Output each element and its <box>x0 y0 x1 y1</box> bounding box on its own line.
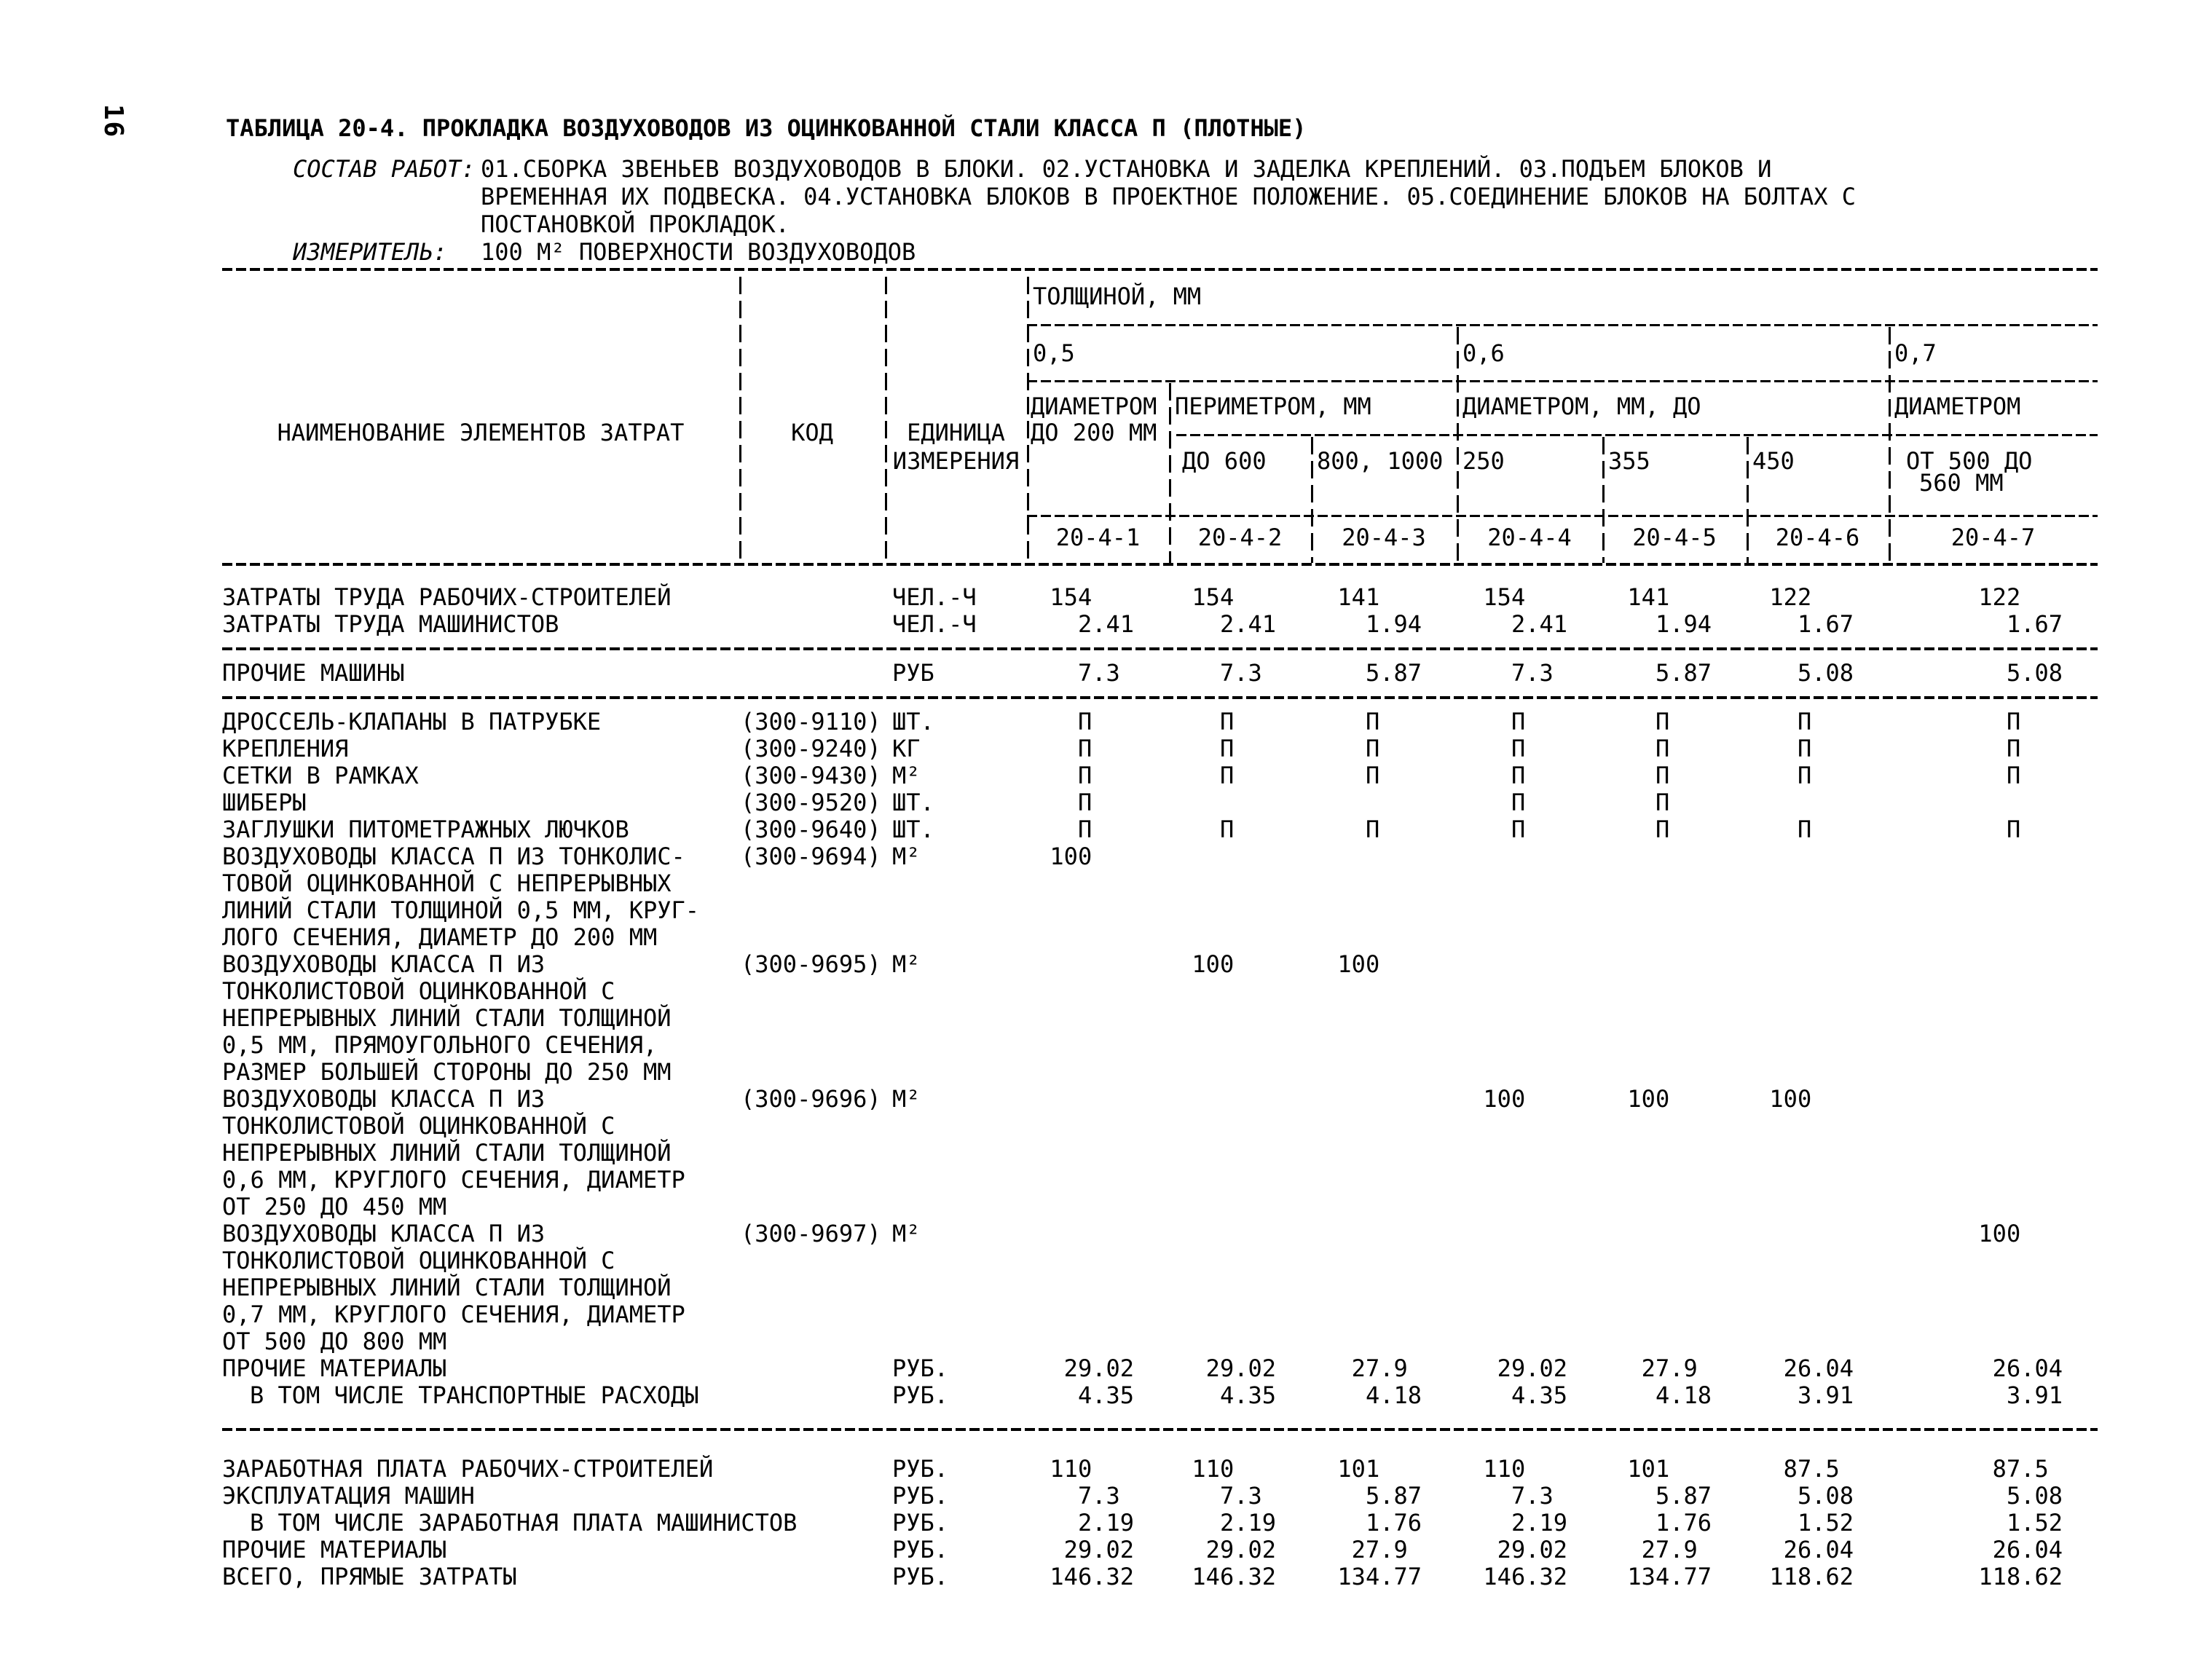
value-cell: 110 <box>1192 1455 1276 1483</box>
column-separator <box>1027 277 1029 563</box>
row-resource-code: (300-9520) <box>741 789 881 816</box>
col-header-unit-line1: ЕДИНИЦА <box>907 419 1005 446</box>
table-row <box>222 1537 2098 1563</box>
value-cell: 110 <box>1483 1455 1567 1483</box>
value-cell: П <box>1511 789 1567 816</box>
value-cell: 2.41 <box>1511 610 1567 638</box>
row-name: ВОЗДУХОВОДЫ КЛАССА П ИЗ ТОНКОЛИС- ТОВОЙ ОЦИНКОВАННОЙ С НЕПРЕРЫВНЫХ ЛИНИЙ СТАЛИ ТОЛЩИНОЙ 0,5 ММ, КРУГ- ЛОГО СЕЧЕНИЯ, ДИАМЕТР ДО 200 ММ <box>222 843 700 951</box>
value-cell: П <box>1219 708 1276 736</box>
value-cell: 29.02 <box>1063 1354 1134 1382</box>
value-cell: 87.5 <box>1992 1455 2063 1483</box>
value-cell: П <box>2006 762 2063 789</box>
table-row <box>222 1086 2098 1220</box>
value-cell: 146.32 <box>1050 1563 1134 1590</box>
col-header-perimeter: ПЕРИМЕТРОМ, ММ <box>1175 393 1371 420</box>
value-cell: 100 <box>1337 950 1422 978</box>
value-cell: 3.91 <box>2006 1381 2063 1409</box>
value-cell: 5.87 <box>1365 1482 1422 1510</box>
norm-code-20-4-4: 20-4-4 <box>1487 524 1572 551</box>
value-cell: П <box>1219 816 1276 843</box>
value-cell: П <box>1797 735 1854 762</box>
measure-label: ИЗМЕРИТЕЛЬ: <box>293 238 447 266</box>
value-cell: 134.77 <box>1337 1563 1422 1590</box>
row-name: В ТОМ ЧИСЛЕ ТРАНСПОРТНЫЕ РАСХОДЫ <box>250 1381 699 1409</box>
col-header-diameter-to200-line1: ДИАМЕТРОМ <box>1031 393 1157 420</box>
row-unit: ЧЕЛ.-Ч <box>892 583 977 611</box>
value-cell: 100 <box>1769 1085 1854 1113</box>
col-header-sub-450: 450 <box>1752 447 1795 475</box>
value-cell: П <box>1797 816 1854 843</box>
value-cell: П <box>1655 708 1712 736</box>
row-unit: КГ <box>892 735 921 762</box>
table-title: ТАБЛИЦА 20-4. ПРОКЛАДКА ВОЗДУХОВОДОВ ИЗ ОЦИНКОВАННОЙ СТАЛИ КЛАССА П (ПЛОТНЫЕ) <box>226 114 1307 142</box>
header-bottom-rule <box>222 563 2098 566</box>
row-unit: РУБ. <box>892 1509 949 1537</box>
row-resource-code: (300-9696) <box>741 1085 881 1113</box>
row-unit: РУБ <box>892 659 934 687</box>
value-cell: 100 <box>1050 843 1134 870</box>
value-cell: 154 <box>1192 583 1276 611</box>
value-cell: 1.76 <box>1365 1509 1422 1537</box>
row-resource-code: (300-9240) <box>741 735 881 762</box>
row-unit: ЧЕЛ.-Ч <box>892 610 977 638</box>
value-cell: 29.02 <box>1205 1354 1276 1382</box>
row-name: ВОЗДУХОВОДЫ КЛАССА П ИЗ ТОНКОЛИСТОВОЙ ОЦИНКОВАННОЙ С НЕПРЕРЫВНЫХ ЛИНИЙ СТАЛИ ТОЛЩИНОЙ 0,7 ММ, КРУГЛОГО СЕЧЕНИЯ, ДИАМЕТР ОТ 500 ДО 800 ММ <box>222 1220 685 1355</box>
value-cell: П <box>1365 708 1422 736</box>
value-cell: П <box>1077 708 1134 736</box>
value-cell: П <box>1077 789 1134 816</box>
value-cell: 1.52 <box>1797 1509 1854 1537</box>
section-rule <box>222 696 2098 699</box>
value-cell: П <box>1655 816 1712 843</box>
row-name: ЗАГЛУШКИ ПИТОМЕТРАЖНЫХ ЛЮЧКОВ <box>222 816 629 843</box>
col-header-thickness-06: 0,6 <box>1462 339 1505 367</box>
table-row <box>222 736 2098 762</box>
value-cell: 2.41 <box>1077 610 1134 638</box>
row-name: ПРОЧИЕ МАТЕРИАЛЫ <box>222 1354 447 1382</box>
value-cell: 5.87 <box>1655 1482 1712 1510</box>
value-cell: П <box>1219 762 1276 789</box>
norm-code-20-4-2: 20-4-2 <box>1197 524 1283 551</box>
row-name: ВСЕГО, ПРЯМЫЕ ЗАТРАТЫ <box>222 1563 517 1590</box>
page-number: 16 <box>98 103 129 139</box>
value-cell: 5.08 <box>2006 1482 2063 1510</box>
col-header-code: КОД <box>791 419 833 446</box>
row-name: ПРОЧИЕ МАШИНЫ <box>222 659 405 687</box>
value-cell: П <box>1797 762 1854 789</box>
row-unit: М² <box>892 1085 921 1113</box>
value-cell: 26.04 <box>1992 1536 2063 1563</box>
value-cell: 1.52 <box>2006 1509 2063 1537</box>
works-line-1: 01.СБОРКА ЗВЕНЬЕВ ВОЗДУХОВОДОВ В БЛОКИ. 02.УСТАНОВКА И ЗАДЕЛКА КРЕПЛЕНИЙ. 03.ПОДЪЕМ БЛОКОВ И <box>481 155 1772 183</box>
value-cell: 110 <box>1050 1455 1134 1483</box>
col-header-diameter-500-line3: 560 ММ <box>1919 469 2004 497</box>
norm-code-20-4-5: 20-4-5 <box>1632 524 1717 551</box>
table-row <box>222 1483 2098 1510</box>
value-cell: 27.9 <box>1641 1354 1712 1382</box>
value-cell: 4.35 <box>1511 1381 1567 1409</box>
value-cell: 27.9 <box>1641 1536 1712 1563</box>
value-cell: 100 <box>1483 1085 1567 1113</box>
value-cell: П <box>2006 708 2063 736</box>
row-unit: М² <box>892 843 921 870</box>
value-cell: 3.91 <box>1797 1381 1854 1409</box>
norm-code-20-4-1: 20-4-1 <box>1055 524 1141 551</box>
works-label: СОСТАВ РАБОТ: <box>293 155 476 183</box>
table-row <box>222 1355 2098 1382</box>
value-cell: 118.62 <box>1769 1563 1854 1590</box>
table-row <box>222 1456 2098 1483</box>
col-header-thickness-07: 0,7 <box>1894 339 1937 367</box>
value-cell: 87.5 <box>1783 1455 1854 1483</box>
value-cell: 2.19 <box>1219 1509 1276 1537</box>
col-header-diameter-to200-line2: ДО 200 ММ <box>1031 419 1157 446</box>
value-cell: 27.9 <box>1351 1536 1422 1563</box>
header-rule <box>1027 515 2098 517</box>
row-name: ЭКСПЛУАТАЦИЯ МАШИН <box>222 1482 475 1510</box>
table-row <box>222 611 2098 638</box>
col-header-unit-line2: ИЗМЕРЕНИЯ <box>892 447 1020 475</box>
row-name: КРЕПЛЕНИЯ <box>222 735 349 762</box>
value-cell: 29.02 <box>1063 1536 1134 1563</box>
value-cell: П <box>1511 735 1567 762</box>
value-cell: 7.3 <box>1219 1482 1276 1510</box>
value-cell: 154 <box>1050 583 1134 611</box>
table-row <box>222 789 2098 816</box>
row-name: СЕТКИ В РАМКАХ <box>222 762 419 789</box>
table-row <box>222 1382 2098 1409</box>
section-rule <box>222 647 2098 650</box>
value-cell: 146.32 <box>1483 1563 1567 1590</box>
row-name: ПРОЧИЕ МАТЕРИАЛЫ <box>222 1536 447 1563</box>
row-name: ШИБЕРЫ <box>222 789 307 816</box>
value-cell: 122 <box>1769 583 1854 611</box>
value-cell: П <box>1797 708 1854 736</box>
col-header-sub-355: 355 <box>1608 447 1650 475</box>
row-resource-code: (300-9694) <box>741 843 881 870</box>
value-cell: 29.02 <box>1205 1536 1276 1563</box>
value-cell: 146.32 <box>1192 1563 1276 1590</box>
row-unit: РУБ. <box>892 1563 949 1590</box>
col-header-name: НАИМЕНОВАНИЕ ЭЛЕМЕНТОВ ЗАТРАТ <box>277 419 685 446</box>
table-header <box>222 271 2098 569</box>
table-row <box>222 709 2098 736</box>
value-cell: П <box>1365 762 1422 789</box>
value-cell: П <box>1077 816 1134 843</box>
row-resource-code: (300-9430) <box>741 762 881 789</box>
norm-code-20-4-3: 20-4-3 <box>1342 524 1426 551</box>
row-name: В ТОМ ЧИСЛЕ ЗАРАБОТНАЯ ПЛАТА МАШИНИСТОВ <box>250 1509 798 1537</box>
works-line-3: ПОСТАНОВКОЙ ПРОКЛАДОК. <box>481 210 790 238</box>
value-cell: 122 <box>1978 583 2063 611</box>
value-cell: 29.02 <box>1497 1536 1567 1563</box>
col-header-diameter-500-line1: ДИАМЕТРОМ <box>1894 393 2021 420</box>
table-row <box>222 762 2098 789</box>
row-unit: М² <box>892 950 921 978</box>
value-cell: П <box>1511 762 1567 789</box>
value-cell: 5.08 <box>1797 1482 1854 1510</box>
value-cell: П <box>1077 762 1134 789</box>
row-unit: РУБ. <box>892 1482 949 1510</box>
value-cell: 1.94 <box>1655 610 1712 638</box>
value-cell: 1.94 <box>1365 610 1422 638</box>
col-header-sub-800-1000: 800, 1000 <box>1317 447 1444 475</box>
value-cell: 141 <box>1337 583 1422 611</box>
value-cell: 100 <box>1978 1220 2063 1247</box>
value-cell: 4.35 <box>1077 1381 1134 1409</box>
value-cell: 101 <box>1627 1455 1712 1483</box>
row-unit: РУБ. <box>892 1455 949 1483</box>
col-header-sub-600: ДО 600 <box>1182 447 1267 475</box>
row-resource-code: (300-9695) <box>741 950 881 978</box>
value-cell: П <box>1219 735 1276 762</box>
table-row <box>222 584 2098 611</box>
value-cell: П <box>1655 789 1712 816</box>
value-cell: 26.04 <box>1783 1536 1854 1563</box>
works-line-2: ВРЕМЕННАЯ ИХ ПОДВЕСКА. 04.УСТАНОВКА БЛОКОВ В ПРОЕКТНОЕ ПОЛОЖЕНИЕ. 05.СОЕДИНЕНИЕ БЛОКОВ НА БОЛТАХ С <box>481 183 1857 210</box>
value-cell: 7.3 <box>1511 1482 1567 1510</box>
norm-code-20-4-7: 20-4-7 <box>1950 524 2036 551</box>
row-resource-code: (300-9640) <box>741 816 881 843</box>
row-unit: РУБ. <box>892 1381 949 1409</box>
value-cell: 134.77 <box>1627 1563 1712 1590</box>
col-header-thickness-05: 0,5 <box>1033 339 1075 367</box>
value-cell: 4.18 <box>1365 1381 1422 1409</box>
row-unit: М² <box>892 762 921 789</box>
row-resource-code: (300-9110) <box>741 708 881 736</box>
row-name: ВОЗДУХОВОДЫ КЛАССА П ИЗ ТОНКОЛИСТОВОЙ ОЦИНКОВАННОЙ С НЕПРЕРЫВНЫХ ЛИНИЙ СТАЛИ ТОЛЩИНОЙ 0,6 ММ, КРУГЛОГО СЕЧЕНИЯ, ДИАМЕТР ОТ 250 ДО 450 ММ <box>222 1085 685 1220</box>
row-name: ВОЗДУХОВОДЫ КЛАССА П ИЗ ТОНКОЛИСТОВОЙ ОЦИНКОВАННОЙ С НЕПРЕРЫВНЫХ ЛИНИЙ СТАЛИ ТОЛЩИНОЙ 0,5 ММ, ПРЯМОУГОЛЬНОГО СЕЧЕНИЯ, РАЗМЕР БОЛЬШЕЙ СТОРОНЫ ДО 250 ММ <box>222 950 672 1086</box>
row-unit: ШТ. <box>892 789 934 816</box>
table-body <box>222 575 2098 1590</box>
table-row <box>222 843 2098 951</box>
value-cell: 26.04 <box>1783 1354 1854 1382</box>
value-cell: 100 <box>1192 950 1276 978</box>
value-cell: 7.3 <box>1077 659 1134 687</box>
row-name: ЗАРАБОТНАЯ ПЛАТА РАБОЧИХ-СТРОИТЕЛЕЙ <box>222 1455 714 1483</box>
table-row <box>222 1510 2098 1537</box>
table-row <box>222 951 2098 1086</box>
value-cell: 100 <box>1627 1085 1712 1113</box>
value-cell: 4.18 <box>1655 1381 1712 1409</box>
value-cell: 29.02 <box>1497 1354 1567 1382</box>
value-cell: П <box>2006 816 2063 843</box>
header-rule <box>1027 380 2098 382</box>
value-cell: 2.19 <box>1511 1509 1567 1537</box>
value-cell: 5.87 <box>1655 659 1712 687</box>
value-cell: 5.08 <box>2006 659 2063 687</box>
table-row <box>222 1220 2098 1355</box>
value-cell: 5.08 <box>1797 659 1854 687</box>
row-unit: РУБ. <box>892 1536 949 1563</box>
table-row <box>222 1563 2098 1590</box>
value-cell: 154 <box>1483 583 1567 611</box>
header-rule <box>1176 434 2098 436</box>
col-header-sub-250: 250 <box>1462 447 1505 475</box>
value-cell: П <box>1365 816 1422 843</box>
row-unit: ШТ. <box>892 816 934 843</box>
row-name: ЗАТРАТЫ ТРУДА МАШИНИСТОВ <box>222 610 559 638</box>
value-cell: 7.3 <box>1511 659 1567 687</box>
value-cell: 7.3 <box>1219 659 1276 687</box>
value-cell: П <box>1365 735 1422 762</box>
row-unit: М² <box>892 1220 921 1247</box>
row-name: ДРОССЕЛЬ-КЛАПАНЫ В ПАТРУБКЕ <box>222 708 602 736</box>
value-cell: 2.19 <box>1077 1509 1134 1537</box>
value-cell: П <box>1655 735 1712 762</box>
table-row <box>222 660 2098 687</box>
header-rule <box>1027 324 2098 326</box>
norm-code-20-4-6: 20-4-6 <box>1775 524 1860 551</box>
value-cell: П <box>1511 816 1567 843</box>
col-header-thickness: ТОЛЩИНОЙ, ММ <box>1033 283 1202 310</box>
value-cell: П <box>1077 735 1134 762</box>
value-cell: 1.67 <box>2006 610 2063 638</box>
row-unit: ШТ. <box>892 708 934 736</box>
table-row <box>222 816 2098 843</box>
value-cell: 27.9 <box>1351 1354 1422 1382</box>
row-resource-code: (300-9697) <box>741 1220 881 1247</box>
col-header-diameter-500-line2: ОТ 500 ДО <box>1906 447 2033 475</box>
value-cell: 26.04 <box>1992 1354 2063 1382</box>
value-cell: 5.87 <box>1365 659 1422 687</box>
row-unit: РУБ. <box>892 1354 949 1382</box>
value-cell: 141 <box>1627 583 1712 611</box>
value-cell: 1.76 <box>1655 1509 1712 1537</box>
value-cell: 118.62 <box>1978 1563 2063 1590</box>
value-cell: 1.67 <box>1797 610 1854 638</box>
value-cell: П <box>1655 762 1712 789</box>
value-cell: 2.41 <box>1219 610 1276 638</box>
row-name: ЗАТРАТЫ ТРУДА РАБОЧИХ-СТРОИТЕЛЕЙ <box>222 583 672 611</box>
col-header-diameter-mm-do: ДИАМЕТРОМ, ММ, ДО <box>1462 393 1701 420</box>
section-rule <box>222 1428 2098 1431</box>
measure-value: 100 М² ПОВЕРХНОСТИ ВОЗДУХОВОДОВ <box>481 238 916 266</box>
value-cell: П <box>2006 735 2063 762</box>
value-cell: П <box>1511 708 1567 736</box>
value-cell: 101 <box>1337 1455 1422 1483</box>
value-cell: 4.35 <box>1219 1381 1276 1409</box>
value-cell: 7.3 <box>1077 1482 1134 1510</box>
